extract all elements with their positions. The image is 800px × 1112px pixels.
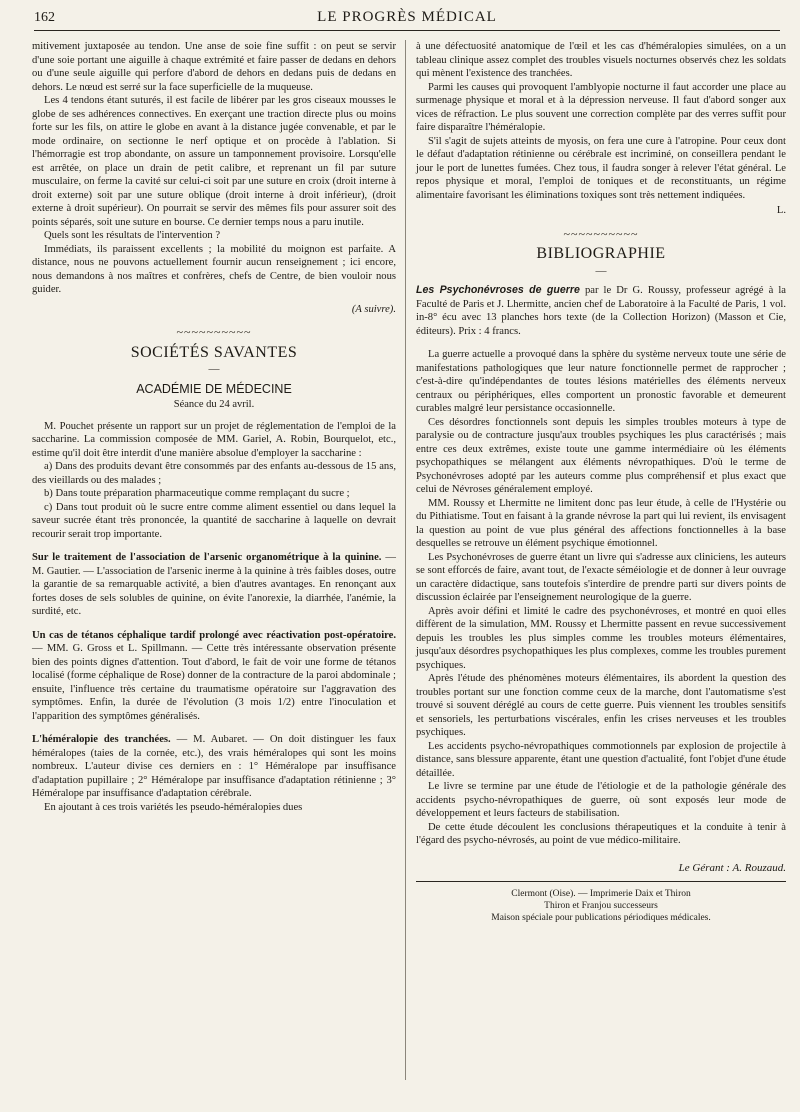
review-paragraph: Le livre se termine par une étude de l'étiologie et de la pathologie générale des accidents psycho-névropathiques de guerre, où sont exposés leur mode de développement et leurs facteurs de stabilisation. bbox=[416, 781, 786, 819]
saccharine-intro: M. Pouchet présente un rapport sur un projet de réglementation de l'emploi de la saccharine. La commission composée de MM. Gariel, A. Robin, Bourquelot, etc., estime qu'il doit être interdit d'une manière absolue d'employer la saccharine : bbox=[32, 420, 396, 459]
article-paragraph: mitivement juxtaposée au tendon. Une anse de soie fine suffit : on peut se servir d'une soie portant une aiguille à chaque extrémité et faire passer de dedans en dehors ou d'une seule aiguille qui perfore d'abord de dehors en dedans puis de dedans en dehors. Le nœud est serré sur la face superficielle de la muqueuse. bbox=[32, 41, 396, 93]
review-paragraph: MM. Roussy et Lhermitte ne limitent donc pas leur étude, à celle de l'Hystérie ou du Pithiatisme. Tout en faisant à la grande névrose la part qui lui revient, ils envisagent la question au point de vue plus général des affections fonctionnelles à la base desquelles se retrouve un élément psychique émotionnel. bbox=[416, 497, 786, 549]
review-paragraph: Les accidents psycho-névropathiques commotionnels par explosion de projectile à distance, sans blessure apparente, étant une question d'actualité, font l'objet d'une étude détaillée. bbox=[416, 740, 786, 779]
header-rule bbox=[34, 30, 780, 31]
printer-rule bbox=[416, 881, 786, 882]
review-paragraph: Ces désordres fonctionnels sont depuis les simples troubles moteurs à type de paralysie ou de contracture jusqu'aux troubles psychiques les plus caractérisés ; mais entre ces deux extrêmes, existe toute une gamme intermédiaire où les éléments psychopathiques se mélangent aux éléments névropathiques. D'où le terme de Psychonévroses adopté par les auteurs comme plus compréhensif et plus exact que celui de Névroses généralement employé. bbox=[416, 416, 786, 495]
section-dash: — bbox=[595, 264, 607, 277]
manager-label: Le Gérant : bbox=[678, 861, 730, 874]
article-paragraph: Les 4 tendons étant suturés, il est facile de libérer par les gros ciseaux mousses le globe de ses adhérences connectives. En exerçant une traction directe plus ou moins forte sur les fils, on attire le globe en avant à la distance jugée convenable, et par le mode ordinaire, on sectionne le nerf optique et on procède à l'ablation. Si l'hémorragie est trop abondante, on assure un tamponnement provisoire. Lorsqu'elle est arrêtée, on place un drain de petit calibre, et reprenant un fil par suture musculaire, on ferme la cavité sur celui-ci soit par une suture en croix (droit interne à droit externe) soit par une suture oblique (droit interne à droit inférieur), (droit externe à droit supérieur). On pourrait se servir des mêmes fils pour assurer soit des points séparés, soit une suture en bourse. Ce dernier temps nous a paru inutile. bbox=[32, 95, 396, 228]
review-paragraph: De cette étude découlent les conclusions thérapeutiques et la conduite à tenir à l'égard des psycho-névrosés, au point de vue médico-militaire. bbox=[416, 821, 786, 846]
arsenic-heading: Sur le traitement de l'association de l'arsenic organométrique à la quinine. bbox=[32, 552, 382, 563]
column-divider bbox=[405, 40, 406, 1080]
review-paragraph: Après avoir défini et limité le cadre des psychonévroses, et montré en quoi elles diffèrent de la simulation, MM. Roussy et Lhermitte passent en revue successivement depuis les troubles les plus simples comme les troubles moteurs élémentaires, jusqu'aux désordres psychopathiques les plus complexes, comme les troubles purement psychiques. bbox=[416, 605, 786, 671]
printer-line-1: Clermont (Oise). — Imprimerie Daix et Thiron bbox=[511, 889, 691, 899]
hemeralopie-body: — M. Aubaret. — On doit distinguer les faux héméralopes (taies de la cornée, etc.), des vrais héméralopes qui sont les moins nombreux. L'auteur divise ces derniers en : 1° Héméralope par insuffisance d'adaptation pupillaire ; 2° Héméralope par insuffisance d'adaptation rétinienne ; 3° Héméralope par insuffisance d'adaptation cérébrale. bbox=[32, 734, 396, 799]
page-header bbox=[34, 6, 780, 30]
saccharine-item-a: a) Dans des produits devant être consommés par des enfants au-dessous de 15 ans, des vieillards ou des malades ; bbox=[32, 461, 396, 486]
printer-line-2: Thiron et Franjou successeurs bbox=[544, 901, 658, 911]
article-paragraph: S'il s'agit de sujets atteints de myosis, on fera une cure à l'atropine. Pour ceux dont le défaut d'adaptation rétinienne ou cérébrale est incriminé, on conseillera pendant le jour le port de lunettes fumées. Chez tous, il faudra songer à relever l'état général. Le repos physique et moral, l'emploi de toniques et de reconstituants, un régime alimentaire favorisant les éliminations toxiques sont très nettement indiquées. bbox=[416, 135, 786, 201]
hemeralopie-entry bbox=[32, 733, 396, 801]
section-title-bibliographie: BIBLIOGRAPHIE bbox=[536, 245, 666, 262]
saccharine-item-c: c) Dans tout produit où le sucre entre comme aliment essentiel ou dans lequel la saveur sucrée étant très prononcée, la quantité de saccharine à laquelle on devrait recourir serait trop importante. bbox=[32, 501, 396, 540]
session-date: Séance du 24 avril. bbox=[173, 399, 255, 410]
manager-name: A. Rouzaud. bbox=[732, 861, 786, 874]
book-title: Les Psychonévroses de guerre bbox=[416, 284, 580, 296]
ornament-divider: ~~~~~~~~~~ bbox=[563, 226, 639, 241]
article-paragraph: Immédiats, ils paraissent excellents ; la mobilité du moignon est parfaite. A distance, nous ne pouvons actuellement fournir aucun renseignement ; ici encore, nous demandons à nos maîtres et confrères, chefs de Centre, de bien vouloir nous guider. bbox=[32, 243, 396, 295]
section-dash: — bbox=[208, 363, 220, 375]
book-reference: par le Dr G. Roussy, professeur agrégé à la Faculté de Paris et J. Lhermitte, ancien chef de Laboratoire à la Faculté de Paris, 1 vol. in-8° écu avec 13 planches hors texte (de la Collection Horizon) (Masson et Cie, éditeurs). Prix : 4 francs. bbox=[416, 285, 786, 337]
arsenic-entry bbox=[32, 551, 396, 619]
to-be-continued: (A suivre). bbox=[351, 303, 396, 315]
hemeralopie-closing: En ajoutant à ces trois variétés les pseudo-héméralopies dues bbox=[44, 801, 303, 813]
right-column bbox=[416, 40, 786, 924]
review-paragraph: Les Psychonévroses de guerre étant un livre qui s'adresse aux cliniciens, les auteurs se sont efforcés de faire, avant tout, de l'exacte séméiologie et de donner à leur ouvrage un caractère didactique, sans toutefois s'interdire de prendre parti sur divers points de discussion éclairée par l'enseignement neurologique de la guerre. bbox=[416, 551, 786, 603]
review-paragraph: La guerre actuelle a provoqué dans la sphère du système nerveux toute une série de manifestations pathologiques que leur nature fonctionnelle permet de rapprocher ; c'est-à-dire qu'indépendantes de toutes lésions matérielles des éléments nerveux centraux ou périphériques, elles comportent un pronostic favorable et demeurent curables malgré leur persistance occasionnelle. bbox=[416, 349, 786, 414]
article-paragraph: Parmi les causes qui provoquent l'amblyopie nocturne il faut accorder une place au surmenage physique et moral et à la dépression nerveuse. Il faut d'abord songer aux vices de réfraction. Le plus souvent une correction complète par des verres suffit pour faire disparaître l'héméralopie. bbox=[416, 81, 786, 133]
journal-title: LE PROGRÈS MÉDICAL bbox=[317, 9, 497, 25]
hemeralopie-heading: L'héméralopie des tranchées. bbox=[32, 734, 171, 745]
subsection-title-academie: ACADÉMIE DE MÉDECINE bbox=[136, 381, 292, 396]
section-title-societes: SOCIÉTÉS SAVANTES bbox=[130, 343, 298, 361]
saccharine-item-b: b) Dans toute préparation pharmaceutique comme remplaçant du sucre ; bbox=[44, 488, 350, 499]
ornament-divider: ~~~~~~~~~~ bbox=[176, 325, 252, 339]
article-paragraph: à une défectuosité anatomique de l'œil et les cas d'héméralopies simulées, on a un tableau clinique assez complet des troubles visuels nocturnes observés chez les soldats qui mènent l'existence des tranchées. bbox=[416, 41, 786, 79]
manager-line bbox=[416, 862, 786, 876]
left-column bbox=[32, 40, 396, 814]
review-paragraph: Après l'étude des phénomènes moteurs élémentaires, ils abordent la question des troubles portant sur une fonction comme ceux de la marche, dont l'automatisme s'est trouvé si souvent déréglé au cours de cette guerre. Puis viennent les troubles sensitifs et sensoriels, les perturbations viscérales, enfin les crises nerveuses et les troubles psychiques. bbox=[416, 673, 786, 738]
printer-line-3: Maison spéciale pour publications périodiques médicales. bbox=[491, 913, 711, 923]
tetanos-body: — MM. G. Gross et L. Spillmann. — Cette très intéressante observation présente bien des points dignes d'attention. Tout d'abord, le fait de voir une forme de tétanos localisé (forme céphalique de Rose) donner de la contracture de la paroi abdominale ; ensuite, l'influence très certaine du traumatisme opératoire sur l'aggravation des symptômes. Enfin, la durée de l'évolution (3 mois 1/2) entre l'inoculation et l'apparition des symptômes généralisés. bbox=[32, 643, 396, 722]
tetanos-heading: Un cas de tétanos céphalique tardif prolongé avec réactivation post-opératoire. bbox=[32, 629, 396, 641]
printer-imprint bbox=[416, 888, 786, 924]
arsenic-body: — M. Gautier. — L'association de l'arsenic inerme à la quinine à très faibles doses, outre la garantie de sa remarquable activité, a bien d'autres avantages. En renonçant aux fortes doses de sels solubles de quinine, on évite l'anorexie, la diarrhée, l'anémie, la surdité, etc. bbox=[32, 552, 396, 617]
article-paragraph: Quels sont les résultats de l'intervention ? bbox=[44, 230, 221, 241]
author-initial: L. bbox=[776, 205, 786, 216]
book-entry bbox=[416, 284, 786, 338]
page-number: 162 bbox=[34, 10, 55, 25]
tetanos-entry bbox=[32, 629, 396, 724]
